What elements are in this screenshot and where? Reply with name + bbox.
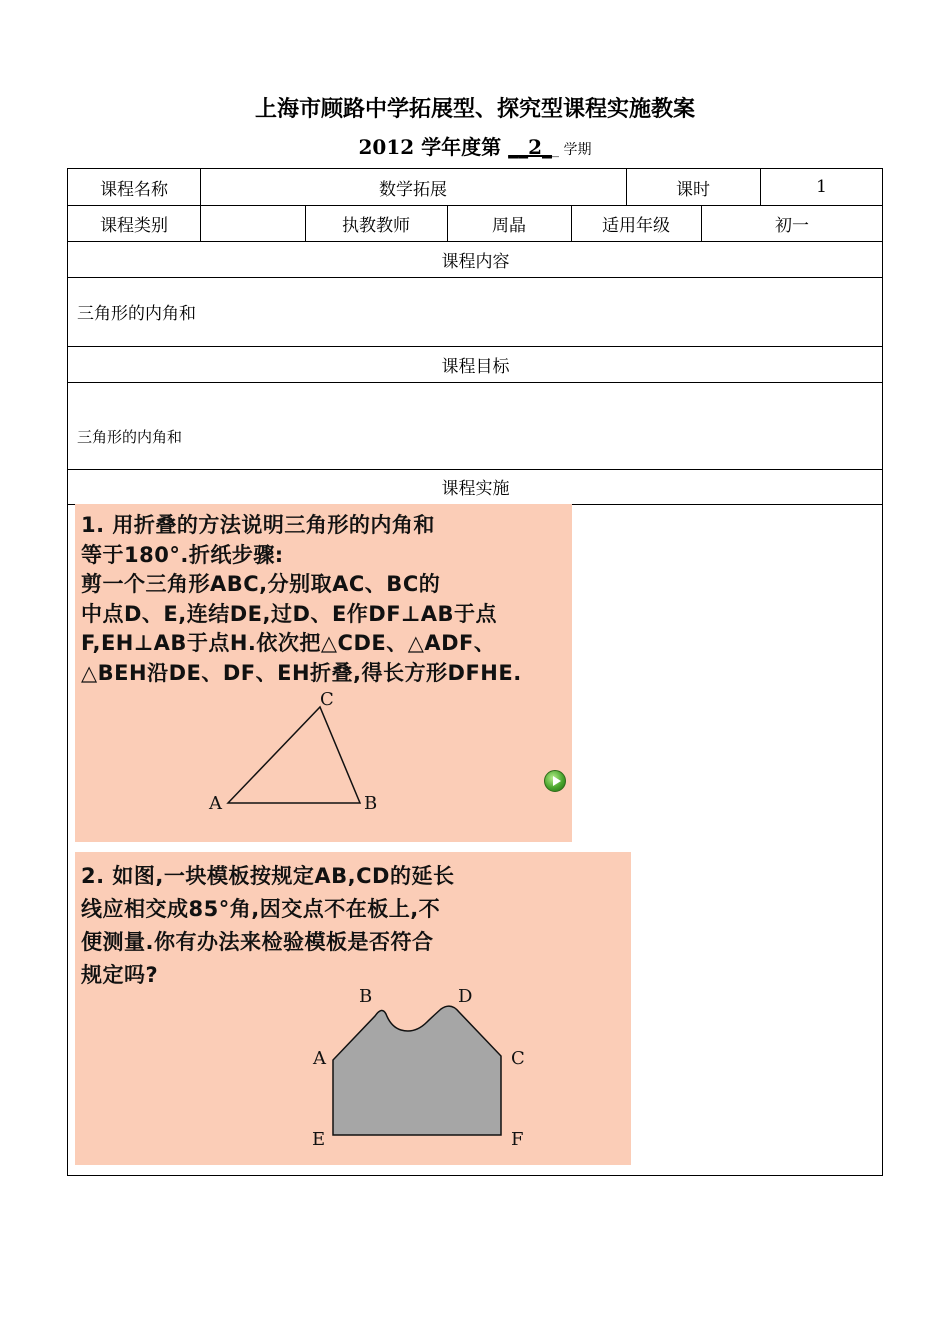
problem-1-text: 1. 用折叠的方法说明三角形的内角和 等于180°.折纸步骤: 剪一个三角形ABC,分别取AC、BC的 中点D、E,连结DE,过D、E作DF⊥AB于点 F,EH⊥AB于点H.依次把△CDE、△ADF、 △BEH沿DE、DF、EH折叠,得长方形DFHE. <box>81 513 522 685</box>
semester-line <box>0 131 950 160</box>
semester-number: __2_ <box>508 135 553 159</box>
triangle-abc-figure <box>75 504 572 842</box>
hours-label: 课时 <box>676 179 710 200</box>
grade-value: 初一 <box>775 215 809 236</box>
triangle-abc <box>228 707 360 803</box>
point-f-label: F <box>511 1129 524 1150</box>
goals-header: 课程目标 <box>441 356 510 377</box>
course-type-value <box>200 205 305 241</box>
goals-text: 三角形的内角和 <box>77 427 183 446</box>
hours-value: 1 <box>816 177 827 197</box>
template-figure <box>75 852 631 1165</box>
vertex-a-label: A <box>209 793 222 814</box>
year: 2012 <box>358 135 415 159</box>
problem-2-text: 2. 如图,一块模板按规定AB,CD的延长 线应相交成85°角,因交点不在板上,不 便测量.你有办法来检验模板是否符合 规定吗? <box>81 864 455 987</box>
semester-label: _ 学期 <box>552 142 592 158</box>
template-shape <box>333 1006 501 1135</box>
document-title: 上海市顾路中学拓展型、探究型课程实施教案 <box>254 96 695 122</box>
course-name-label: 课程名称 <box>100 179 168 200</box>
teacher-value: 周晶 <box>492 215 526 236</box>
play-icon[interactable] <box>544 770 566 792</box>
content-text: 三角形的内角和 <box>77 304 196 324</box>
course-type-label: 课程类别 <box>100 215 168 236</box>
point-a-label: A <box>313 1048 326 1069</box>
point-c-label: C <box>511 1048 525 1069</box>
year-suffix: 学年度第 <box>421 135 502 159</box>
grade-label: 适用年级 <box>602 215 670 236</box>
vertex-b-label: B <box>364 793 378 814</box>
vertex-c-label: C <box>320 689 334 710</box>
teacher-label: 执教教师 <box>342 215 410 236</box>
point-d-label: D <box>458 986 473 1007</box>
point-b-label: B <box>359 986 373 1007</box>
content-header: 课程内容 <box>441 251 510 272</box>
point-e-label: E <box>312 1129 326 1150</box>
problem-2-slide <box>75 852 631 1165</box>
course-name-value: 数学拓展 <box>379 179 447 200</box>
row-divider <box>68 382 883 383</box>
implementation-header: 课程实施 <box>441 479 510 499</box>
problem-1-slide <box>75 504 572 842</box>
